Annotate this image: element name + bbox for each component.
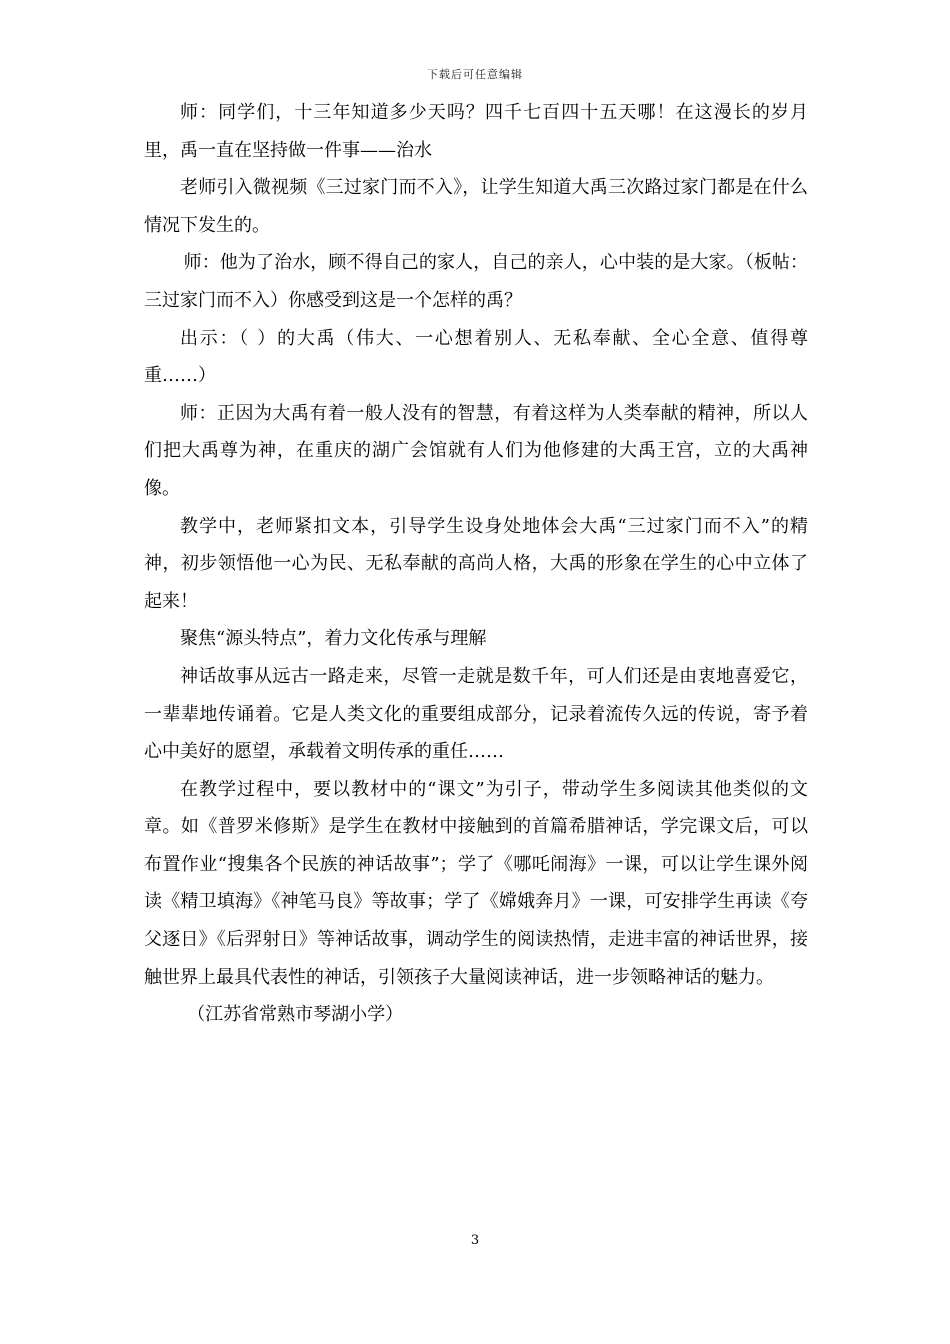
school-attribution: （江苏省常熟市琴湖小学） xyxy=(187,1004,404,1026)
page-number: 3 xyxy=(470,1233,480,1248)
paragraph-teaching-summary: 教学中，老师紧扣文本，引导学生设身处地体会大禹“三过家门而不入”的精神，初步领悟他一心为民、无私奉献的高尚人格，大禹的形象在学生的心中立体了起来！ xyxy=(144,515,808,612)
paragraph-teaching-process: 在教学过程中，要以教材中的“课文”为引子，带动学生多阅读其他类似的文章。如《普罗米修斯》是学生在教材中接触到的首篇希腊神话，学完课文后，可以布置作业“搜集各个民族的神话故事”；学了《哪吒闹海》一课，可以让学生课外阅读《精卫填海》《神笔马良》等故事；学了《嫦娥奔月》一课，可安排学生再读《夸父逐日》《后羿射日》等神话故事，调动学生的阅读热情，走进丰富的神话世界，接触世界上最具代表性的神话，引领孩子大量阅读神话，进一步领略神话的魅力。 xyxy=(144,778,808,988)
paragraph-teacher-flood-control: 师：他为了治水，顾不得自己的家人，自己的亲人，心中装的是大家。（板帖：三过家门而不入）你感受到这是一个怎样的禹？ xyxy=(144,252,808,311)
paragraph-myth-stories: 神话故事从远古一路走来，尽管一走就是数千年，可人们还是由衷地喜爱它，一辈辈地传诵着。它是人类文化的重要组成部分，记录着流传久远的传说，寄予着心中美好的愿望，承载着文明传承的重任…… xyxy=(144,665,808,763)
document-body xyxy=(144,94,808,1034)
section-heading-source-features: 聚焦“源头特点”，着力文化传承与理解 xyxy=(180,628,487,650)
paragraph-display-prompt: 出示：（ ）的大禹（伟大、一心想着别人、无私奉献、全心全意、值得尊重……） xyxy=(144,327,808,387)
paragraph-teacher-wisdom: 师：正因为大禹有着一般人没有的智慧，有着这样为人类奉献的精神，所以人们把大禹尊为神，在重庆的湖广会馆就有人们为他修建的大禹王宫，立的大禹神像。 xyxy=(144,402,808,499)
paragraph-teacher-thirteen-years: 师：同学们，十三年知道多少天吗？四千七百四十五天哪！在这漫长的岁月里，禹一直在坚持做一件事——治水 xyxy=(144,102,808,161)
page-header: 下载后可任意编辑 xyxy=(427,68,523,81)
paragraph-micro-video: 老师引入微视频《三过家门而不入》，让学生知道大禹三次路过家门都是在什么情况下发生的。 xyxy=(144,177,808,236)
